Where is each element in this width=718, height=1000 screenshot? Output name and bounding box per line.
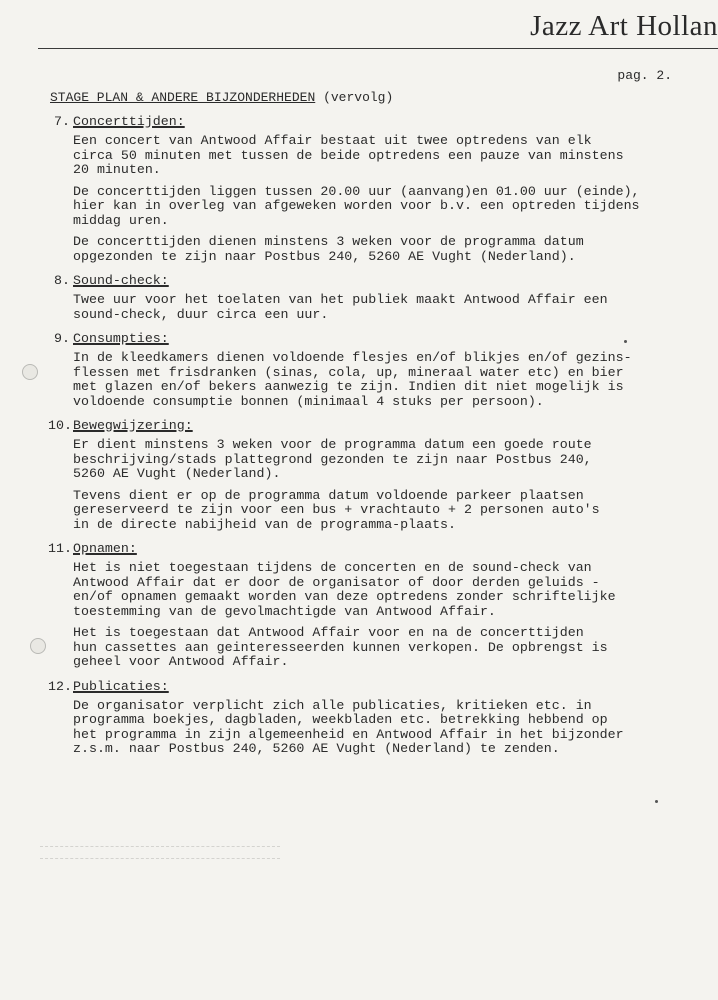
paragraph xyxy=(73,293,688,322)
item-number: 10. xyxy=(48,418,72,433)
bleed-through-line xyxy=(40,846,280,847)
text-line: circa 50 minuten met tussen de beide optredens een pauze van minstens xyxy=(73,147,624,163)
item-heading xyxy=(48,416,718,436)
text-line: De concerttijden dienen minstens 3 weken voor de programma datum xyxy=(73,235,584,249)
section-title xyxy=(50,90,393,105)
item-title: Publicaties: xyxy=(73,678,169,694)
text-line: sound-check, duur circa een uur. xyxy=(73,306,329,322)
paragraph xyxy=(73,134,688,178)
numbered-list xyxy=(0,112,718,764)
paragraph xyxy=(73,626,688,670)
item-number: 12. xyxy=(48,678,72,694)
item-heading xyxy=(48,677,718,697)
text-line: hun cassettes aan geinteresseerden kunnen verkopen. De opbrengst is xyxy=(73,639,608,655)
text-line: het programma in zijn algemeenheid en Antwood Affair in het bijzonder xyxy=(73,726,624,742)
text-line: met glazen en/of bekers aanwezig te zijn. Indien dit niet mogelijk is xyxy=(73,379,624,394)
item-heading xyxy=(48,329,718,349)
text-line: De concerttijden liggen tussen 20.00 uur (aanvang)en 01.00 uur (einde), xyxy=(73,184,640,199)
text-line: In de kleedkamers dienen voldoende flesjes en/of blikjes en/of gezins- xyxy=(73,351,632,365)
list-item xyxy=(0,539,718,670)
text-line: Het is toegestaan dat Antwood Affair voor en na de concerttijden xyxy=(73,626,584,640)
text-line: voldoende consumptie bonnen (minimaal 4 stuks per persoon). xyxy=(73,393,544,409)
paragraph xyxy=(73,185,688,229)
speck xyxy=(624,340,627,343)
text-line: Antwood Affair dat er door de organisator of door derden geluids - xyxy=(73,574,600,590)
item-heading xyxy=(48,112,718,132)
item-title: Bewegwijzering: xyxy=(73,418,193,433)
text-line: middag uren. xyxy=(73,212,169,228)
text-line: 5260 AE Vught (Nederland). xyxy=(73,466,281,481)
paragraph xyxy=(73,489,688,533)
item-title: Consumpties: xyxy=(73,331,169,346)
text-line: en/of opnamen gemaakt worden van deze optredens zonder schriftelijke xyxy=(73,589,616,604)
text-line: in de directe nabijheid van de programma-plaats. xyxy=(73,516,457,532)
header-rule xyxy=(38,48,718,49)
text-line: flessen met frisdranken (sinas, cola, up, mineraal water etc) en bier xyxy=(73,364,624,380)
paragraph xyxy=(73,699,688,757)
item-number: 9. xyxy=(54,331,70,346)
item-number: 8. xyxy=(54,273,70,288)
text-line: opgezonden te zijn naar Postbus 240, 5260 AE Vught (Nederland). xyxy=(73,248,576,264)
item-title: Opnamen: xyxy=(73,541,137,556)
item-number: 7. xyxy=(54,114,70,129)
text-line: Het is niet toegestaan tijdens de concerten en de sound-check van xyxy=(73,561,592,575)
list-item xyxy=(0,677,718,757)
item-title: Concerttijden: xyxy=(73,114,185,129)
section-title-suffix: (vervolg) xyxy=(323,90,394,105)
page-number: pag. 2. xyxy=(617,68,672,83)
text-line: 20 minuten. xyxy=(73,162,161,177)
text-line: Er dient minstens 3 weken voor de programma datum een goede route xyxy=(73,438,592,452)
list-item xyxy=(0,271,718,322)
text-line: gereserveerd te zijn voor een bus + vrachtauto + 2 personen auto's xyxy=(73,502,600,517)
paragraph xyxy=(73,561,688,619)
text-line: programma boekjes, dagbladen, weekbladen etc. betrekking hebbend op xyxy=(73,712,608,727)
item-heading xyxy=(48,539,718,559)
paragraph xyxy=(73,235,688,264)
item-number: 11. xyxy=(48,541,72,556)
text-line: hier kan in overleg van afgeweken worden voor b.v. een optreden tijdens xyxy=(73,198,640,213)
punch-hole xyxy=(22,364,38,380)
text-line: z.s.m. naar Postbus 240, 5260 AE Vught (Nederland) te zenden. xyxy=(73,741,560,756)
list-item xyxy=(0,112,718,264)
letterhead: Jazz Art Hollan xyxy=(530,10,718,42)
item-heading xyxy=(48,271,718,291)
list-item xyxy=(0,329,718,409)
text-line: De organisator verplicht zich alle publicaties, kritieken etc. in xyxy=(73,698,592,713)
punch-hole xyxy=(30,638,46,654)
text-line: Een concert van Antwood Affair bestaat uit twee optredens van elk xyxy=(73,134,592,148)
text-line: toestemming van de gevolmachtigde van Antwood Affair. xyxy=(73,603,496,619)
text-line: Twee uur voor het toelaten van het publiek maakt Antwood Affair een xyxy=(73,293,608,307)
list-item xyxy=(0,416,718,532)
text-line: geheel voor Antwood Affair. xyxy=(73,654,289,669)
text-line: Tevens dient er op de programma datum voldoende parkeer plaatsen xyxy=(73,488,584,503)
bleed-through-line xyxy=(40,858,280,859)
item-title: Sound-check: xyxy=(73,273,169,288)
speck xyxy=(655,800,658,803)
section-title-text: STAGE PLAN & ANDERE BIJZONDERHEDEN xyxy=(50,90,316,105)
paragraph xyxy=(73,438,688,482)
text-line: beschrijving/stads plattegrond gezonden te zijn naar Postbus 240, xyxy=(73,451,592,467)
paragraph xyxy=(73,351,688,409)
